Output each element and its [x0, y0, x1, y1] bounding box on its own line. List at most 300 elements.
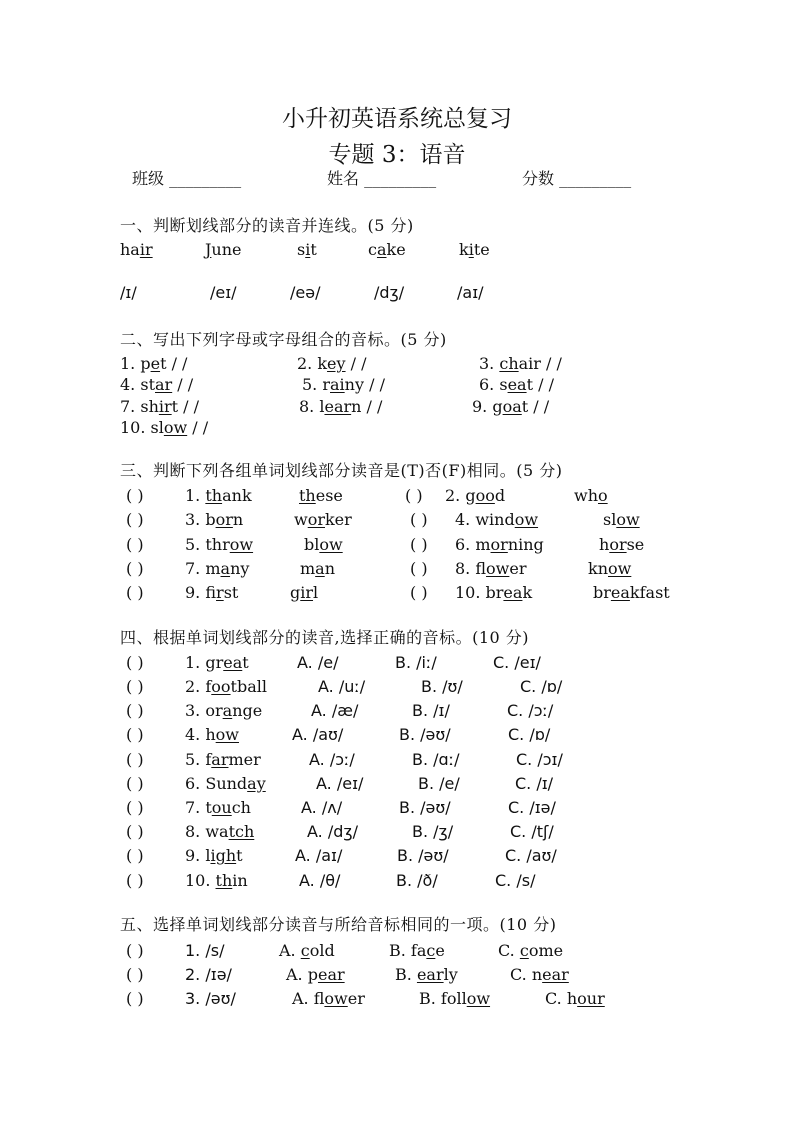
word-part: A. p: [286, 965, 318, 984]
section-1-word: [459, 240, 490, 260]
underlined-letters: ow: [319, 535, 343, 554]
underlined-letters: igh: [210, 846, 237, 865]
section-1-phonetic: [210, 283, 237, 303]
phonetic-symbol: /eɪ/: [210, 283, 237, 302]
underlined-letters: th: [205, 486, 223, 505]
underlined-letters: a: [220, 559, 231, 578]
section-1-word: [368, 240, 406, 260]
underlined-letters: ow: [486, 559, 510, 578]
word-part: 4. wind: [455, 510, 515, 529]
underlined-letters: ear: [324, 397, 352, 416]
word-part: d: [494, 486, 506, 505]
word-part: ny / /: [344, 375, 385, 394]
option-text: A. /ʌ/: [301, 798, 343, 817]
option-a: [311, 701, 358, 721]
word-part: une: [211, 240, 242, 259]
word-2: [290, 583, 318, 603]
option-b: [399, 725, 451, 745]
word-part: 8. l: [299, 397, 325, 416]
word-part: 8. wa: [185, 822, 229, 841]
option-b: [418, 774, 460, 794]
option-b: [419, 989, 490, 1009]
answer-bracket: [126, 583, 144, 603]
underlined-letters: ar: [155, 375, 173, 394]
word-part: kfast: [629, 583, 670, 602]
word-1: [455, 583, 532, 603]
option-text: A. /dʒ/: [307, 822, 359, 841]
word-part: t: [310, 240, 317, 259]
section-2-item: [299, 397, 382, 417]
bracket-text: ( ): [410, 583, 428, 602]
word-part: er: [509, 559, 527, 578]
underlined-letters: oa: [502, 397, 522, 416]
section-1-phonetic: [374, 283, 404, 303]
word-part: 9. f: [185, 583, 217, 602]
word-part: n / /: [351, 397, 383, 416]
word-part: A.: [279, 941, 301, 960]
option-b: [399, 798, 451, 818]
answer-bracket: [126, 725, 144, 745]
word-part: e: [435, 941, 445, 960]
underlined-letters: ay: [247, 774, 266, 793]
question-word: [185, 725, 239, 745]
word-part: / /: [345, 354, 367, 373]
word-part: in: [232, 871, 248, 890]
underlined-letters: tch: [228, 822, 255, 841]
bracket-text: ( ): [126, 535, 144, 554]
option-text: B. /iː/: [395, 653, 437, 672]
underlined-letters: J: [205, 240, 212, 259]
underlined-letters: ar: [211, 750, 229, 769]
bracket-text: ( ): [126, 774, 144, 793]
section-2-item: [479, 354, 562, 374]
word-part: 5. thr: [185, 535, 230, 554]
option-c: [510, 822, 554, 842]
word-part: B.: [395, 965, 417, 984]
option-text: C. /tʃ/: [510, 822, 554, 841]
option-b: [421, 677, 463, 697]
underlined-letters: ea: [610, 583, 630, 602]
word-part: 1. gr: [185, 653, 224, 672]
word-1: [445, 486, 505, 506]
answer-bracket: [126, 798, 144, 818]
underlined-letters: a: [315, 559, 325, 578]
word-part: ker: [324, 510, 352, 529]
option-text: B. /ɑː/: [412, 750, 460, 769]
word-part: ly: [443, 965, 458, 984]
word-1: [185, 559, 249, 579]
section-2-item: [302, 375, 385, 395]
underlined-letters: ea: [223, 653, 243, 672]
underlined-letters: ow: [608, 559, 632, 578]
word-part: ome: [528, 941, 564, 960]
option-a: [295, 846, 342, 866]
word-part: 10. br: [455, 583, 504, 602]
option-text: B. /əʊ/: [399, 798, 451, 817]
word-part: ch: [231, 798, 251, 817]
word-part: ke: [386, 240, 406, 259]
question-word: [185, 653, 249, 673]
word-part: g: [290, 583, 301, 602]
answer-bracket: [126, 941, 144, 961]
option-a: [301, 798, 342, 818]
word-part: 3.: [479, 354, 500, 373]
bracket-text: ( ): [126, 822, 144, 841]
phonetic-symbol: /eə/: [290, 283, 321, 302]
word-part: 3. or: [185, 701, 223, 720]
underlined-letters: ear: [317, 965, 345, 984]
bracket-text: ( ): [410, 510, 428, 529]
word-part: bl: [304, 535, 320, 554]
option-text: A. /uː/: [318, 677, 366, 696]
word-part: 8. fl: [455, 559, 487, 578]
option-text: C. /ɔɪ/: [516, 750, 563, 769]
answer-bracket: [410, 510, 428, 530]
word-2: [294, 510, 352, 530]
answer-bracket: [126, 653, 144, 673]
section-4-heading: 四、根据单词划线部分的读音,选择正确的音标。(10 分): [120, 628, 530, 647]
word-2: [603, 510, 640, 530]
word-2: [304, 535, 343, 555]
underlined-letters: ch: [499, 354, 519, 373]
word-part: C.: [498, 941, 520, 960]
word-part: A. fl: [292, 989, 325, 1008]
underlined-letters: ear: [542, 965, 569, 984]
underlined-letters: i: [305, 240, 311, 259]
option-b: [389, 941, 445, 961]
question-word: [185, 798, 251, 818]
prompt-text: 2. /ɪə/: [185, 965, 232, 984]
word-part: 9. g: [472, 397, 503, 416]
option-a: [309, 750, 355, 770]
underlined-letters: th: [299, 486, 316, 505]
underlined-letters: i: [468, 240, 474, 259]
option-c: [508, 798, 556, 818]
underlined-letters: ou: [211, 798, 232, 817]
option-text: C. /eɪ/: [493, 653, 541, 672]
underlined-letters: ir: [139, 240, 153, 259]
section-3-heading: 三、判断下列各组单词划线部分读音是(T)否(F)相同。(5 分): [120, 461, 563, 480]
word-part: t: [242, 653, 249, 672]
score-field: 分数 _________: [522, 169, 632, 188]
section-2-item: [472, 397, 549, 417]
option-b: [412, 701, 450, 721]
bracket-text: ( ): [126, 701, 144, 720]
word-part: 10. sl: [120, 418, 164, 437]
underlined-letters: ea: [507, 375, 527, 394]
option-text: B. /ʊ/: [421, 677, 463, 696]
option-b: [397, 846, 449, 866]
word-part: wh: [574, 486, 598, 505]
word-part: 1. p: [120, 354, 151, 373]
answer-bracket: [126, 750, 144, 770]
word-1: [185, 486, 252, 506]
option-text: B. /əʊ/: [399, 725, 451, 744]
question-word: [185, 871, 248, 891]
word-part: C. h: [545, 989, 578, 1008]
page-title: 小升初英语系统总复习: [282, 106, 512, 132]
answer-bracket: [410, 583, 428, 603]
underlined-letters: ai: [330, 375, 345, 394]
word-part: h: [599, 535, 610, 554]
word-part: t / /: [160, 354, 188, 373]
word-part: 7. m: [185, 559, 221, 578]
bracket-text: ( ): [410, 535, 428, 554]
phonetic-symbol: /ɪ/: [120, 283, 137, 302]
option-c: [510, 965, 569, 985]
option-text: B. /ð/: [396, 871, 438, 890]
word-part: air / /: [518, 354, 562, 373]
underlined-letters: or: [609, 535, 627, 554]
word-2: [574, 486, 608, 506]
word-part: nge: [232, 701, 263, 720]
bracket-text: ( ): [126, 677, 144, 696]
bracket-text: ( ): [126, 725, 144, 744]
option-c: [515, 774, 553, 794]
option-c: [507, 701, 553, 721]
bracket-text: ( ): [126, 798, 144, 817]
underlined-letters: c: [300, 941, 310, 960]
question-word: [185, 677, 267, 697]
prompt-phonetic: [185, 941, 224, 961]
section-1-word: [297, 240, 317, 260]
word-part: kn: [588, 559, 608, 578]
word-part: 2. f: [185, 677, 212, 696]
answer-bracket: [126, 989, 144, 1009]
word-part: t: [236, 846, 243, 865]
underlined-letters: ow: [514, 510, 539, 529]
word-part: br: [593, 583, 611, 602]
word-part: k: [522, 583, 533, 602]
word-part: tball: [230, 677, 267, 696]
prompt-phonetic: [185, 965, 232, 985]
word-part: se: [626, 535, 645, 554]
answer-bracket: [126, 701, 144, 721]
section-1-heading: 一、判断划线部分的读音并连线。(5 分): [120, 216, 414, 235]
word-part: mer: [228, 750, 261, 769]
underlined-letters: ow: [163, 418, 188, 437]
underlined-letters: th: [215, 871, 233, 890]
word-part: er: [347, 989, 365, 1008]
option-text: A. /eɪ/: [316, 774, 364, 793]
word-2: [299, 486, 343, 506]
word-part: 3. b: [185, 510, 216, 529]
word-part: C. n: [510, 965, 543, 984]
answer-bracket: [126, 559, 144, 579]
answer-bracket: [126, 871, 144, 891]
question-word: [185, 822, 254, 842]
section-1-phonetic: [290, 283, 320, 303]
prompt-text: 1. /s/: [185, 941, 225, 960]
word-part: st: [223, 583, 239, 602]
option-c: [520, 677, 562, 697]
answer-bracket: [126, 486, 144, 506]
word-part: c: [368, 240, 377, 259]
underlined-letters: ow: [324, 989, 348, 1008]
underlined-letters: a: [222, 701, 233, 720]
question-word: [185, 750, 261, 770]
option-a: [286, 965, 345, 985]
option-c: [505, 846, 557, 866]
option-a: [316, 774, 363, 794]
answer-bracket: [126, 965, 144, 985]
option-text: A. /ɔː/: [309, 750, 355, 769]
option-text: A. /aɪ/: [295, 846, 343, 865]
word-part: 2. k: [297, 354, 328, 373]
underlined-letters: oo: [211, 677, 231, 696]
section-2-item: [120, 418, 208, 438]
option-c: [493, 653, 541, 673]
option-a: [297, 653, 338, 673]
bracket-text: ( ): [126, 941, 144, 960]
option-text: C. /ɒ/: [508, 725, 551, 744]
word-part: m: [300, 559, 316, 578]
question-word: [185, 774, 266, 794]
section-2-item: [479, 375, 554, 395]
option-a: [279, 941, 335, 961]
word-part: w: [294, 510, 308, 529]
word-part: te: [473, 240, 490, 259]
underlined-letters: e: [150, 354, 161, 373]
underlined-letters: ey: [327, 354, 346, 373]
option-text: A. /θ/: [299, 871, 341, 890]
option-c: [508, 725, 550, 745]
word-part: / /: [172, 375, 194, 394]
word-1: [185, 535, 253, 555]
underlined-letters: or: [490, 535, 508, 554]
word-part: t / /: [171, 397, 200, 416]
option-b: [396, 871, 438, 891]
word-2: [593, 583, 670, 603]
bracket-text: ( ): [126, 989, 144, 1008]
option-a: [292, 725, 343, 745]
underlined-letters: ow: [616, 510, 640, 529]
option-text: C. /ɔː/: [507, 701, 554, 720]
underlined-letters: ir: [300, 583, 314, 602]
underlined-letters: ir: [158, 397, 172, 416]
underlined-letters: ir: [216, 583, 224, 602]
option-text: B. /ʒ/: [412, 822, 454, 841]
word-part: t / /: [521, 397, 550, 416]
word-part: B. foll: [419, 989, 467, 1008]
word-part: k: [459, 240, 469, 259]
option-b: [412, 750, 459, 770]
bracket-text: ( ): [126, 510, 144, 529]
underlined-letters: ow: [215, 725, 239, 744]
word-part: 2. g: [445, 486, 476, 505]
option-text: C. /ɒ/: [520, 677, 563, 696]
option-text: A. /e/: [297, 653, 339, 672]
word-1: [455, 535, 544, 555]
word-2: [588, 559, 631, 579]
word-part: 1.: [185, 486, 206, 505]
answer-bracket: [126, 822, 144, 842]
section-1-phonetic: [120, 283, 137, 303]
word-part: 5. r: [302, 375, 330, 394]
bracket-text: ( ): [126, 583, 144, 602]
option-text: A. /æ/: [311, 701, 359, 720]
bracket-text: ( ): [126, 653, 144, 672]
section-2-item: [120, 375, 193, 395]
bracket-text: ( ): [405, 486, 423, 505]
word-part: n: [324, 559, 336, 578]
option-a: [307, 822, 358, 842]
question-word: [185, 846, 243, 866]
option-b: [395, 965, 458, 985]
word-part: l: [313, 583, 319, 602]
word-part: ha: [120, 240, 140, 259]
section-2-item: [120, 397, 199, 417]
word-part: 6. Sund: [185, 774, 248, 793]
bracket-text: ( ): [126, 559, 144, 578]
word-part: 9. l: [185, 846, 211, 865]
underlined-letters: c: [519, 941, 529, 960]
option-a: [292, 989, 365, 1009]
option-c: [495, 871, 535, 891]
section-2-item: [297, 354, 367, 374]
underlined-letters: our: [577, 989, 605, 1008]
bracket-text: ( ): [410, 559, 428, 578]
answer-bracket: [410, 535, 428, 555]
question-word: [185, 701, 262, 721]
section-2-item: [120, 354, 187, 374]
underlined-letters: ow: [229, 535, 254, 554]
word-part: 7. t: [185, 798, 212, 817]
underlined-letters: c: [426, 941, 436, 960]
option-text: C. /aʊ/: [505, 846, 557, 865]
option-b: [395, 653, 437, 673]
word-part: B. fa: [389, 941, 427, 960]
option-text: B. /əʊ/: [397, 846, 449, 865]
phonetic-symbol: /aɪ/: [457, 283, 484, 302]
prompt-phonetic: [185, 989, 236, 1009]
option-text: C. /s/: [495, 871, 536, 890]
underlined-letters: ear: [416, 965, 444, 984]
answer-bracket: [126, 774, 144, 794]
prompt-text: 3. /əʊ/: [185, 989, 236, 1008]
answer-bracket: [126, 846, 144, 866]
option-text: C. /ɪ/: [515, 774, 554, 793]
word-part: 5. f: [185, 750, 212, 769]
answer-bracket: [126, 677, 144, 697]
word-part: ese: [315, 486, 343, 505]
option-text: A. /aʊ/: [292, 725, 344, 744]
bracket-text: ( ): [126, 871, 144, 890]
word-part: old: [309, 941, 335, 960]
phonetic-symbol: /dʒ/: [374, 283, 405, 302]
name-field: 姓名 _________: [327, 169, 437, 188]
bracket-text: ( ): [126, 486, 144, 505]
section-1-word: [205, 240, 242, 260]
word-part: n: [232, 510, 244, 529]
option-c: [498, 941, 563, 961]
underlined-letters: a: [376, 240, 387, 259]
answer-bracket: [126, 535, 144, 555]
word-part: 7. sh: [120, 397, 159, 416]
word-part: 4. h: [185, 725, 216, 744]
word-1: [455, 510, 538, 530]
option-c: [516, 750, 563, 770]
option-b: [412, 822, 453, 842]
section-1-word: [120, 240, 153, 260]
class-field: 班级 _________: [132, 169, 242, 188]
word-part: t / /: [526, 375, 554, 394]
option-c: [545, 989, 605, 1009]
word-2: [599, 535, 644, 555]
word-1: [185, 510, 243, 530]
underlined-letters: oo: [475, 486, 495, 505]
underlined-letters: ea: [503, 583, 523, 602]
